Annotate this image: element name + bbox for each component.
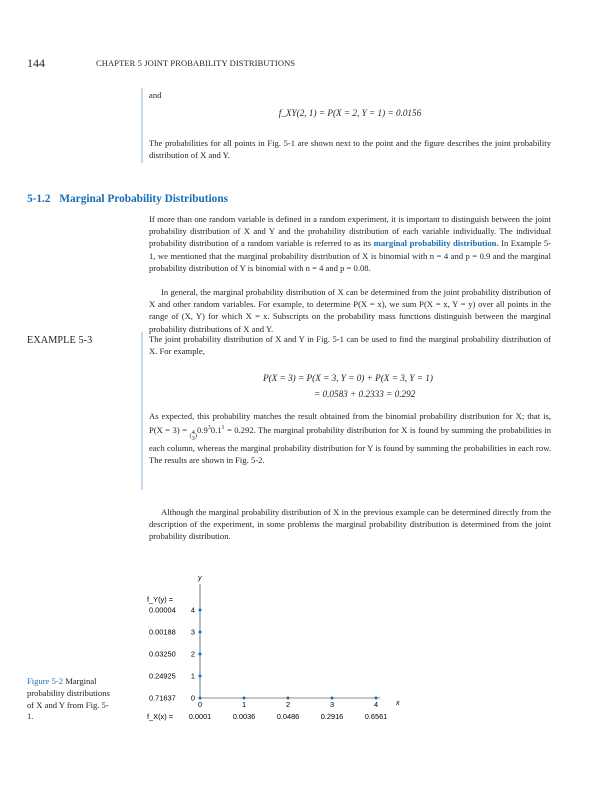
p2-exp-3: 3 [207,425,211,432]
y-axis-label: y [198,575,202,582]
section-title: Marginal Probability Distributions [59,193,229,205]
fy-value: 0.00004 [149,605,176,615]
p2-text-post: = 0.292. The marginal probability distribution for X is found by summing the probabilities in each column, whereas the marginal probability distribution for Y is found by summing the probabilities in each row. The results are shown in Fig. 5-2. [149,425,552,465]
example-paragraph-1: The joint probability distribution of X and Y in Fig. 5-1 can be used to find the marginal probability distribution of X. For example, [149,334,551,357]
chapter-title: CHAPTER 5 JOINT PROBABILITY DISTRIBUTIONS [96,58,296,68]
binomial-coefficient: ( 4 3 ) [189,428,198,442]
y-point [199,675,202,678]
binom-bottom: 3 [191,434,195,442]
y-tick-label: 0 [190,693,195,703]
y-point [199,631,202,634]
p2-base-2: 0.1 [210,425,222,436]
fx-label: f_X(x) = [147,712,174,721]
section-paragraph-1 [149,213,551,274]
p1-text-pre: If more than one random variable is defined in a random experiment, it is important to distinguish between the joint probability distribution of X and Y and the probability distribution of each variable individually. The individual probability distribution of a random variable is referred to as its [149,214,551,249]
y-point [199,653,202,656]
x-tick-label: 0 [197,700,203,709]
figure-caption [27,676,111,723]
fx-value: 0.2916 [320,712,344,721]
x-tick-label: 4 [373,700,379,709]
example-equation-line2: = 0.0583 + 0.2333 = 0.292 [314,389,416,399]
p1-text-post: In Example 5-1, we mentioned that the marginal probability distribution of X is binomial with n = 4 and p = 0.9 and the marginal probability distribution of Y is binomial with n = 4 and p = 0.08. [149,238,551,273]
chart-marks [149,606,387,722]
y-point [199,609,202,612]
fy-value: 0.24925 [149,671,176,681]
section-paragraph-2: In general, the marginal probability distribution of X can be determined from the joint probability distribution of X and other random variables. For example, to determine P(X = x), we sum P(X = x, Y = y) over all points in the range of (X, Y) for which X = x. Subscripts on the probability mass functions distinguish between the marginal probability distributions of X and Y. [149,287,551,334]
intro-rule [141,88,143,163]
fx-value: 0.6561 [364,712,388,721]
binom-top: 4 [191,428,195,436]
y-tick-label: 3 [190,627,195,637]
example-paragraph-2 [149,410,551,466]
fy-value: 0.71637 [149,693,176,703]
fx-value: 0.0486 [276,712,300,721]
fx-value: 0.0036 [232,712,256,721]
x-point [375,697,378,700]
fy-value: 0.03250 [149,649,176,659]
intro-equation: f_XY(2, 1) = P(X = 2, Y = 1) = 0.0156 [278,108,422,118]
y-tick-label: 1 [190,671,195,681]
closing-paragraph: Although the marginal probability distribution of X in the previous example can be determined directly from the description of the experiment, in some problems the marginal probability distribution is determined from the joint probability distribution. [149,507,551,542]
x-axis-label: x [396,700,400,707]
p2-base-1: 0.9 [197,425,208,436]
figure-caption-label: Figure 5-2 [27,676,64,686]
x-point [243,697,246,700]
x-point [199,697,202,700]
p2-exp-1: 1 [221,425,225,432]
section-heading [27,193,228,205]
x-tick-label: 1 [241,700,247,709]
intro-and: and [149,90,162,100]
fx-value: 0.0001 [188,712,212,721]
intro-paragraph: The probabilities for all points in Fig. 5-1 are shown next to the point and the figure describes the joint probability distribution of X and Y. [149,138,551,161]
y-tick-label: 2 [190,649,195,659]
example-equation-line1: P(X = 3) = P(X = 3, Y = 0) + P(X = 3, Y = 1) [263,373,433,383]
page-number: 144 [27,56,45,70]
example-label: EXAMPLE 5-3 [27,335,93,346]
marginal-term: marginal probability distribution. [373,238,499,249]
fy-label: f_Y(y) = [147,595,174,604]
y-tick-label: 4 [190,605,195,615]
x-point [331,697,334,700]
x-point [287,697,290,700]
section-number: 5-1.2 [27,193,51,205]
fy-value: 0.00188 [149,627,176,637]
x-tick-label: 2 [285,700,291,709]
example-rule [141,332,143,490]
marginal-distribution-chart [140,568,420,753]
x-tick-label: 3 [329,700,335,709]
p2-text-pre: As expected, this probability matches the result obtained from the binomial probability distribution for X; that is, P(X = 3) = [149,411,551,436]
figure-caption-text: Marginal probability distributions of X and Y from Fig. 5-1. [27,676,110,722]
